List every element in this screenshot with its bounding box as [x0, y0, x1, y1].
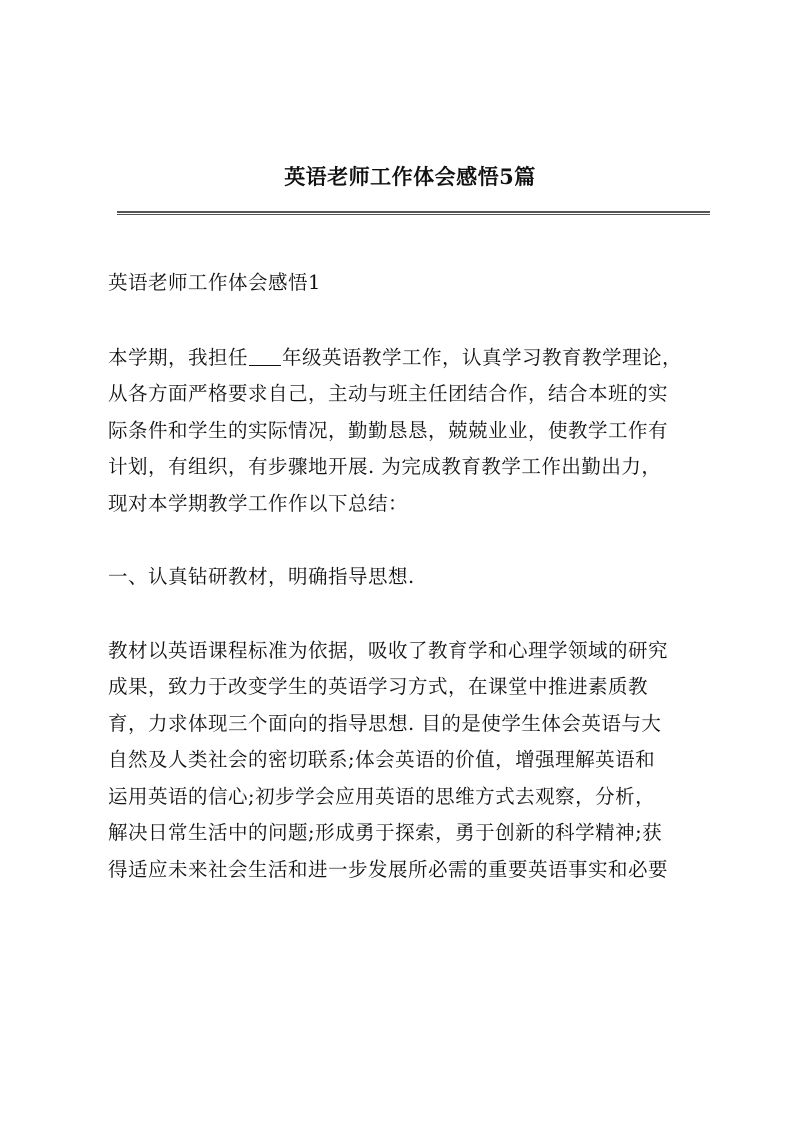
document-title: 英语老师工作体会感悟5篇	[284, 164, 536, 189]
body-line-7: 得适应未来社会生活和进一步发展所必需的重要英语事实和必要	[108, 857, 669, 881]
intro-text-after-blank: 年级英语教学工作，认真学习教育教学理论，	[282, 345, 683, 369]
body-paragraph	[108, 633, 718, 889]
body-line-5: 运用英语的信心;初步学会应用英语的思维方式去观察，分析，	[108, 784, 656, 808]
subheading: 一、认真钻研教材，明确指导思想.	[108, 565, 415, 588]
document-body	[108, 265, 718, 888]
fill-in-blank	[249, 345, 281, 366]
title-divider	[117, 211, 710, 215]
intro-line-3: 际条件和学生的实际情况，勤勤恳恳，兢兢业业，使教学工作有	[108, 418, 669, 442]
section-heading: 英语老师工作体会感悟1	[108, 271, 321, 294]
intro-paragraph	[108, 340, 718, 523]
intro-line-4: 计划，有组织，有步骤地开展. 为完成教育教学工作出勤出力，	[108, 455, 662, 478]
intro-line-1	[108, 340, 718, 377]
body-line-6: 解决日常生活中的问题;形成勇于探索，勇于创新的科学精神;获	[108, 821, 663, 844]
intro-line-2: 从各方面严格要求自己，主动与班主任团结合作，结合本班的实	[108, 382, 669, 405]
body-line-4: 自然及人类社会的密切联系;体会英语的价值，增强理解英语和	[108, 748, 656, 771]
intro-text-before-blank: 本学期，我担任	[108, 345, 249, 369]
body-line-1: 教材以英语课程标准为依据，吸收了教育学和心理学领域的研究	[108, 638, 669, 662]
body-line-3: 育，力求体现三个面向的指导思想. 目的是使学生体会英语与大	[108, 711, 662, 735]
intro-line-5: 现对本学期教学工作作以下总结：	[108, 491, 409, 515]
body-line-2: 成果，致力于改变学生的英语学习方式，在课堂中推进素质教	[108, 675, 649, 698]
